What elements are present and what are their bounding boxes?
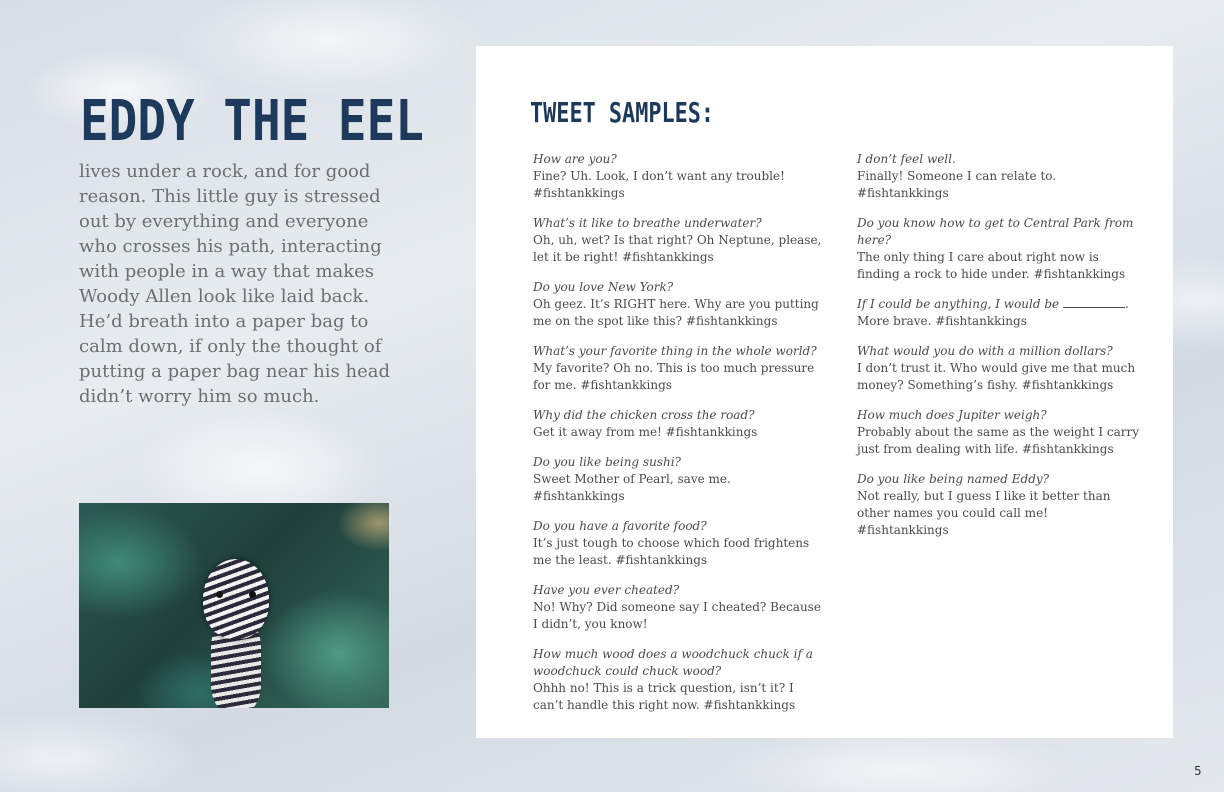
tweet-answer: The only thing I care about right now is finding a rock to hide under. #fishtankkings [857,250,1126,281]
tweet-answer: Not really, but I guess I like it better than other names you could call me! #fishtankkings [857,489,1111,537]
fill-in-blank-line [1063,296,1125,308]
tweet-answer: Oh geez. It’s RIGHT here. Why are you putting me on the spot like this? #fishtankkings [533,297,819,328]
tweet-answer: Ohhh no! This is a trick question, isn’t it? I can’t handle this right now. #fishtankkings [533,681,796,712]
tweet-sample [533,151,823,202]
tweet-question: How much does Jupiter weigh? [857,408,1047,422]
tweet-sample [533,454,823,505]
tweet-answer: Fine? Uh. Look, I don’t want any trouble! #fishtankkings [533,169,785,200]
page-title: EDDY THE EEL [80,89,424,154]
eel-head [203,559,269,639]
tweet-sample [533,646,823,714]
tweet-answer: My favorite? Oh no. This is too much pressure for me. #fishtankkings [533,361,815,392]
tweet-answer: Get it away from me! #fishtankkings [533,425,758,439]
left-tweet-column [533,151,823,727]
intro-paragraph: lives under a rock, and for good reason. This little guy is stressed out by everything and everyone who crosses his path, interacting with people in a way that makes Woody Allen look like laid back. He’d breath into a paper bag to calm down, if only the thought of putting a paper bag near his head didn’t worry him so much. [79,161,390,407]
tweet-question: How are you? [533,152,617,166]
tweet-sample [857,215,1142,283]
right-tweet-column [857,151,1142,552]
tweet-question: Do you love New York? [533,280,674,294]
tweet-sample [857,343,1142,394]
tweet-question-suffix: . [1124,297,1129,311]
tweet-question: What’s your favorite thing in the whole world? [533,344,817,358]
tweet-sample [533,407,823,441]
tweet-sample [533,215,823,266]
tweet-question: What would you do with a million dollars? [857,344,1113,358]
tweet-question: Do you like being sushi? [533,455,681,469]
tweet-sample [533,582,823,633]
tweet-answer: More brave. #fishtankkings [857,314,1027,328]
tweet-answer: I don’t trust it. Who would give me that much money? Something’s fishy. #fishtankkings [857,361,1136,392]
tweet-sample [857,151,1142,202]
eel-eye [249,591,256,598]
tweet-sample [533,343,823,394]
tweet-sample [533,279,823,330]
tweet-question: Do you know how to get to Central Park from here? [857,216,1134,247]
eel-photo [79,503,389,708]
tweet-answer: Probably about the same as the weight I carry just from dealing with life. #fishtankkings [857,425,1140,456]
tweet-sample [533,518,823,569]
tweet-question: Have you ever cheated? [533,583,680,597]
tweet-question: Why did the chicken cross the road? [533,408,755,422]
tweet-sample [857,471,1142,539]
tweet-question-text: If I could be anything, I would be [857,297,1060,311]
tweet-question: What’s it like to breathe underwater? [533,216,762,230]
tweet-question: How much wood does a woodchuck chuck if a woodchuck could chuck wood? [533,647,813,678]
tweet-sample [857,296,1142,330]
tweet-samples-panel [476,46,1173,738]
eel-eye [216,591,223,598]
tweet-question: Do you have a favorite food? [533,519,707,533]
tweet-answer: Oh, uh, wet? Is that right? Oh Neptune, please, let it be right! #fishtankkings [533,233,822,264]
tweet-answer: Finally! Someone I can relate to. #fishtankkings [857,169,1057,200]
tweet-question: I don’t feel well. [857,152,956,166]
page-number: 5 [1194,764,1202,778]
tweet-answer: Sweet Mother of Pearl, save me. #fishtankkings [533,472,731,503]
tweet-question: Do you like being named Eddy? [857,472,1050,486]
tweet-answer: No! Why? Did someone say I cheated? Because I didn’t, you know! [533,600,821,631]
tweet-sample [857,407,1142,458]
tweet-answer: It’s just tough to choose which food frightens me the least. #fishtankkings [533,536,810,567]
panel-title: TWEET SAMPLES: [530,96,715,129]
tweet-question-fill-in [857,296,1142,313]
